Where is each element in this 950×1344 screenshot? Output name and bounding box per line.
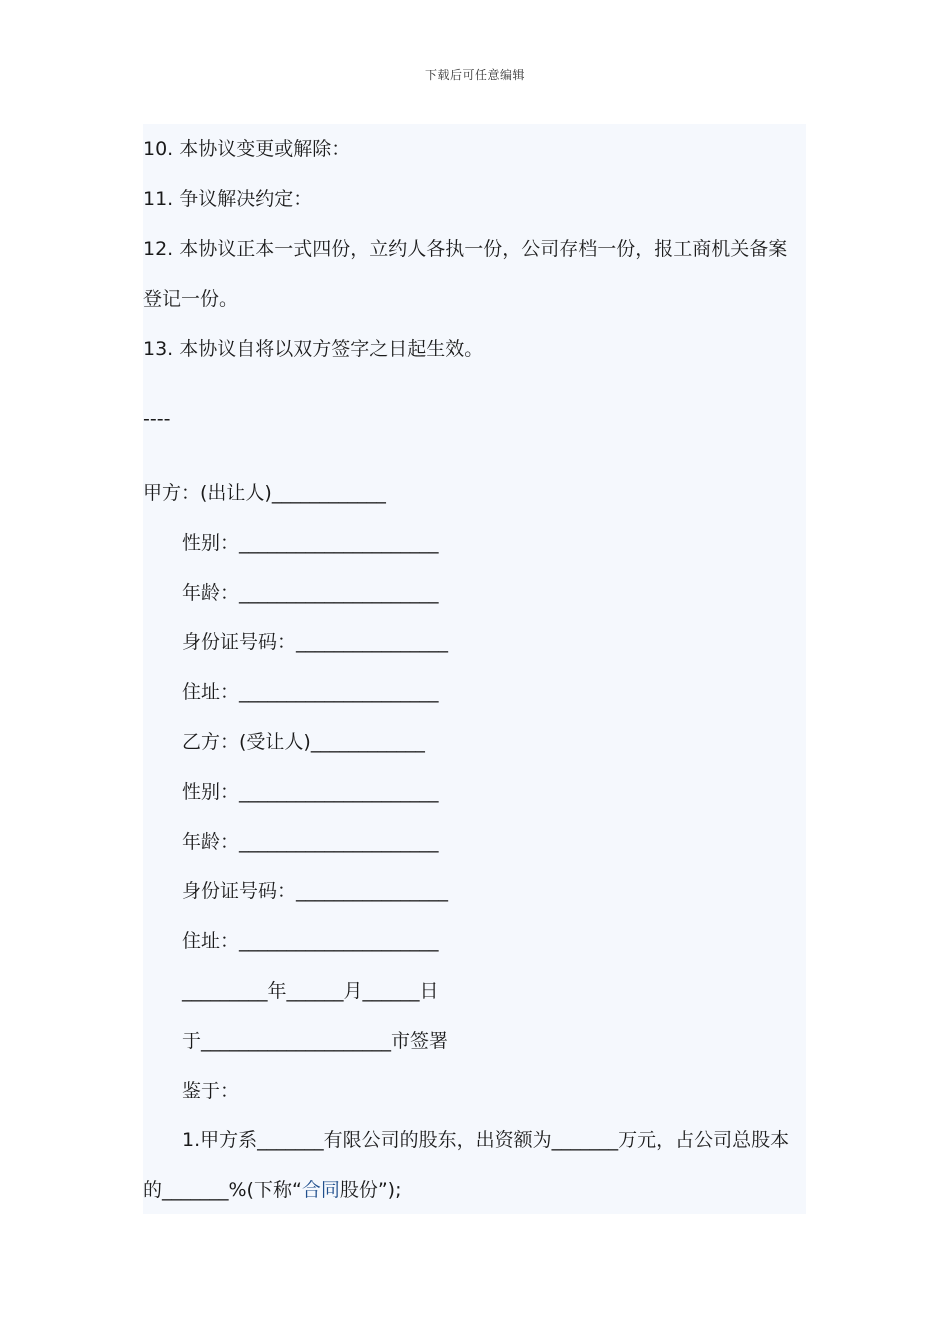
party-a-age: 年龄：_____________________ [182,582,439,604]
clause-12-line-2: 登记一份。 [143,288,239,310]
clause-10: 10. 本协议变更或解除： [143,138,351,160]
party-a-id-number: 身份证号码：________________ [182,631,449,653]
party-a-gender: 性别：_____________________ [182,532,439,554]
party-b-id-number: 身份证号码：________________ [182,880,449,902]
party-b-age: 年龄：_____________________ [182,831,439,853]
page-header: 下载后可任意编辑 [424,68,525,82]
recital-1-line-1: 1.甲方系_______有限公司的股东，出资额为_______万元，占公司总股本 [182,1129,790,1151]
clause-11: 11. 争议解决约定： [143,188,313,210]
party-b-address: 住址：_____________________ [182,930,439,952]
clause-12-line-1: 12. 本协议正本一式四份，立约人各执一份，公司存档一份，报工商机关备案 [143,238,788,260]
clause-13: 13. 本协议自将以双方签字之日起生效。 [143,338,484,360]
signing-date: _________年______月______日 [182,980,439,1002]
party-a-address: 住址：_____________________ [182,681,439,703]
recital-1-text-after: 股份”); [339,1179,402,1201]
document-body [143,124,806,1214]
party-a-heading: 甲方：(出让人)____________ [143,482,386,504]
recital-1-text-before: 的_______%(下称“ [143,1179,302,1201]
whereas-heading: 鉴于： [182,1080,240,1102]
party-b-gender: 性别：_____________________ [182,781,439,803]
signing-place: 于____________________市签署 [182,1030,449,1052]
party-b-heading: 乙方：(受让人)____________ [182,731,425,753]
contract-keyword-link[interactable]: 合同 [301,1179,340,1201]
section-separator: ---- [143,408,171,430]
recital-1-line-2 [143,1178,402,1202]
